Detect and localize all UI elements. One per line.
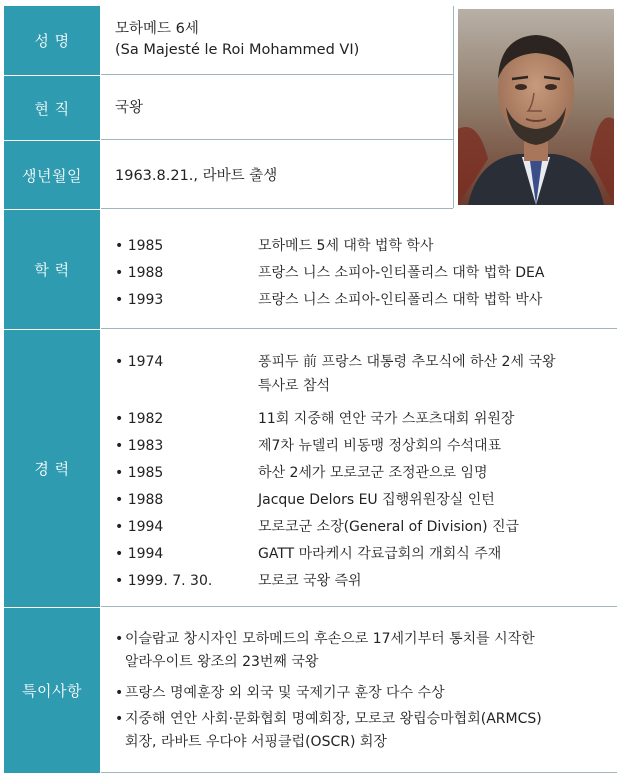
- career-year: • 1985: [115, 465, 164, 481]
- content-birth: [101, 141, 453, 209]
- photo-box: [453, 6, 618, 208]
- career-year: • 1988: [115, 492, 164, 508]
- label-education: 학 력: [4, 210, 100, 329]
- bullet-dot: •: [115, 711, 124, 727]
- career-year: • 1999. 7. 30.: [115, 573, 213, 589]
- career-year: • 1994: [115, 519, 164, 535]
- career-year: • 1994: [115, 546, 164, 562]
- education-year: • 1985: [115, 238, 164, 254]
- content-notes: [101, 608, 617, 773]
- education-desc: 모하메드 5세 대학 법학 학사: [258, 238, 434, 254]
- name-korean: 모하메드 6세: [115, 21, 199, 37]
- note-item: [115, 628, 593, 674]
- career-desc: Jacque Delors EU 집행위원장실 인턴: [258, 492, 495, 508]
- note-item: [115, 708, 593, 754]
- career-desc: 하산 2세가 모로코군 조정관으로 임명: [258, 465, 488, 481]
- content-education: [101, 210, 617, 329]
- row-career: [4, 330, 617, 607]
- row-education: [4, 210, 617, 329]
- bullet-dot: •: [115, 631, 124, 647]
- career-desc: 퐁피두 前 프랑스 대통령 추모식에 하산 2세 국왕: [258, 354, 556, 370]
- bullet-dot: •: [115, 685, 124, 701]
- career-desc: 모로코 국왕 즉위: [258, 573, 362, 589]
- career-year: • 1974: [115, 354, 164, 370]
- career-desc: 11회 지중해 연안 국가 스포츠대회 위원장: [258, 411, 515, 427]
- education-desc: 프랑스 니스 소피아-인티폴리스 대학 법학 박사: [258, 292, 543, 308]
- education-desc: 프랑스 니스 소피아-인티폴리스 대학 법학 DEA: [258, 265, 545, 281]
- note-line: 이슬람교 창시자인 모하메드의 후손으로 17세기부터 통치를 시작한: [125, 631, 535, 647]
- name-french: (Sa Majesté le Roi Mohammed VI): [115, 42, 360, 58]
- education-year: • 1988: [115, 265, 164, 281]
- note-line: 프랑스 명예훈장 외 외국 및 국제기구 훈장 다수 수상: [125, 685, 445, 701]
- label-birth: 생년월일: [4, 141, 100, 209]
- education-year: • 1993: [115, 292, 164, 308]
- label-position: 현 직: [4, 76, 100, 140]
- note-line-cont: 회장, 라바트 우다야 서핑클럽(OSCR) 회장: [125, 734, 387, 750]
- position-value: 국왕: [115, 100, 144, 116]
- portrait-illustration: [458, 9, 614, 205]
- career-desc: 제7차 뉴델리 비동맹 정상회의 수석대표: [258, 438, 502, 454]
- content-position: [101, 76, 453, 140]
- note-item: [115, 682, 593, 705]
- career-desc: 모로코군 소장(General of Division) 진급: [258, 519, 520, 535]
- career-year: • 1982: [115, 411, 164, 427]
- note-line: 지중해 연안 사회·문화협회 명예회장, 모로코 왕립승마협회(ARMCS): [125, 711, 542, 727]
- career-year: • 1983: [115, 438, 164, 454]
- portrait-photo: [458, 9, 614, 205]
- row-notes: [4, 608, 617, 773]
- career-desc-cont: 특사로 참석: [258, 378, 331, 394]
- content-career: [101, 330, 617, 607]
- profile-table: [4, 6, 617, 773]
- label-notes: 특이사항: [4, 608, 100, 773]
- note-line-cont: 알라우이트 왕조의 23번째 국왕: [125, 654, 319, 670]
- content-name: [101, 6, 453, 75]
- career-item: [115, 353, 615, 397]
- career-desc: GATT 마라케시 각료급회의 개회식 주재: [258, 546, 502, 562]
- label-career: 경 력: [4, 330, 100, 607]
- birth-value: 1963.8.21., 라바트 출생: [115, 168, 278, 184]
- label-name: 성 명: [4, 6, 100, 75]
